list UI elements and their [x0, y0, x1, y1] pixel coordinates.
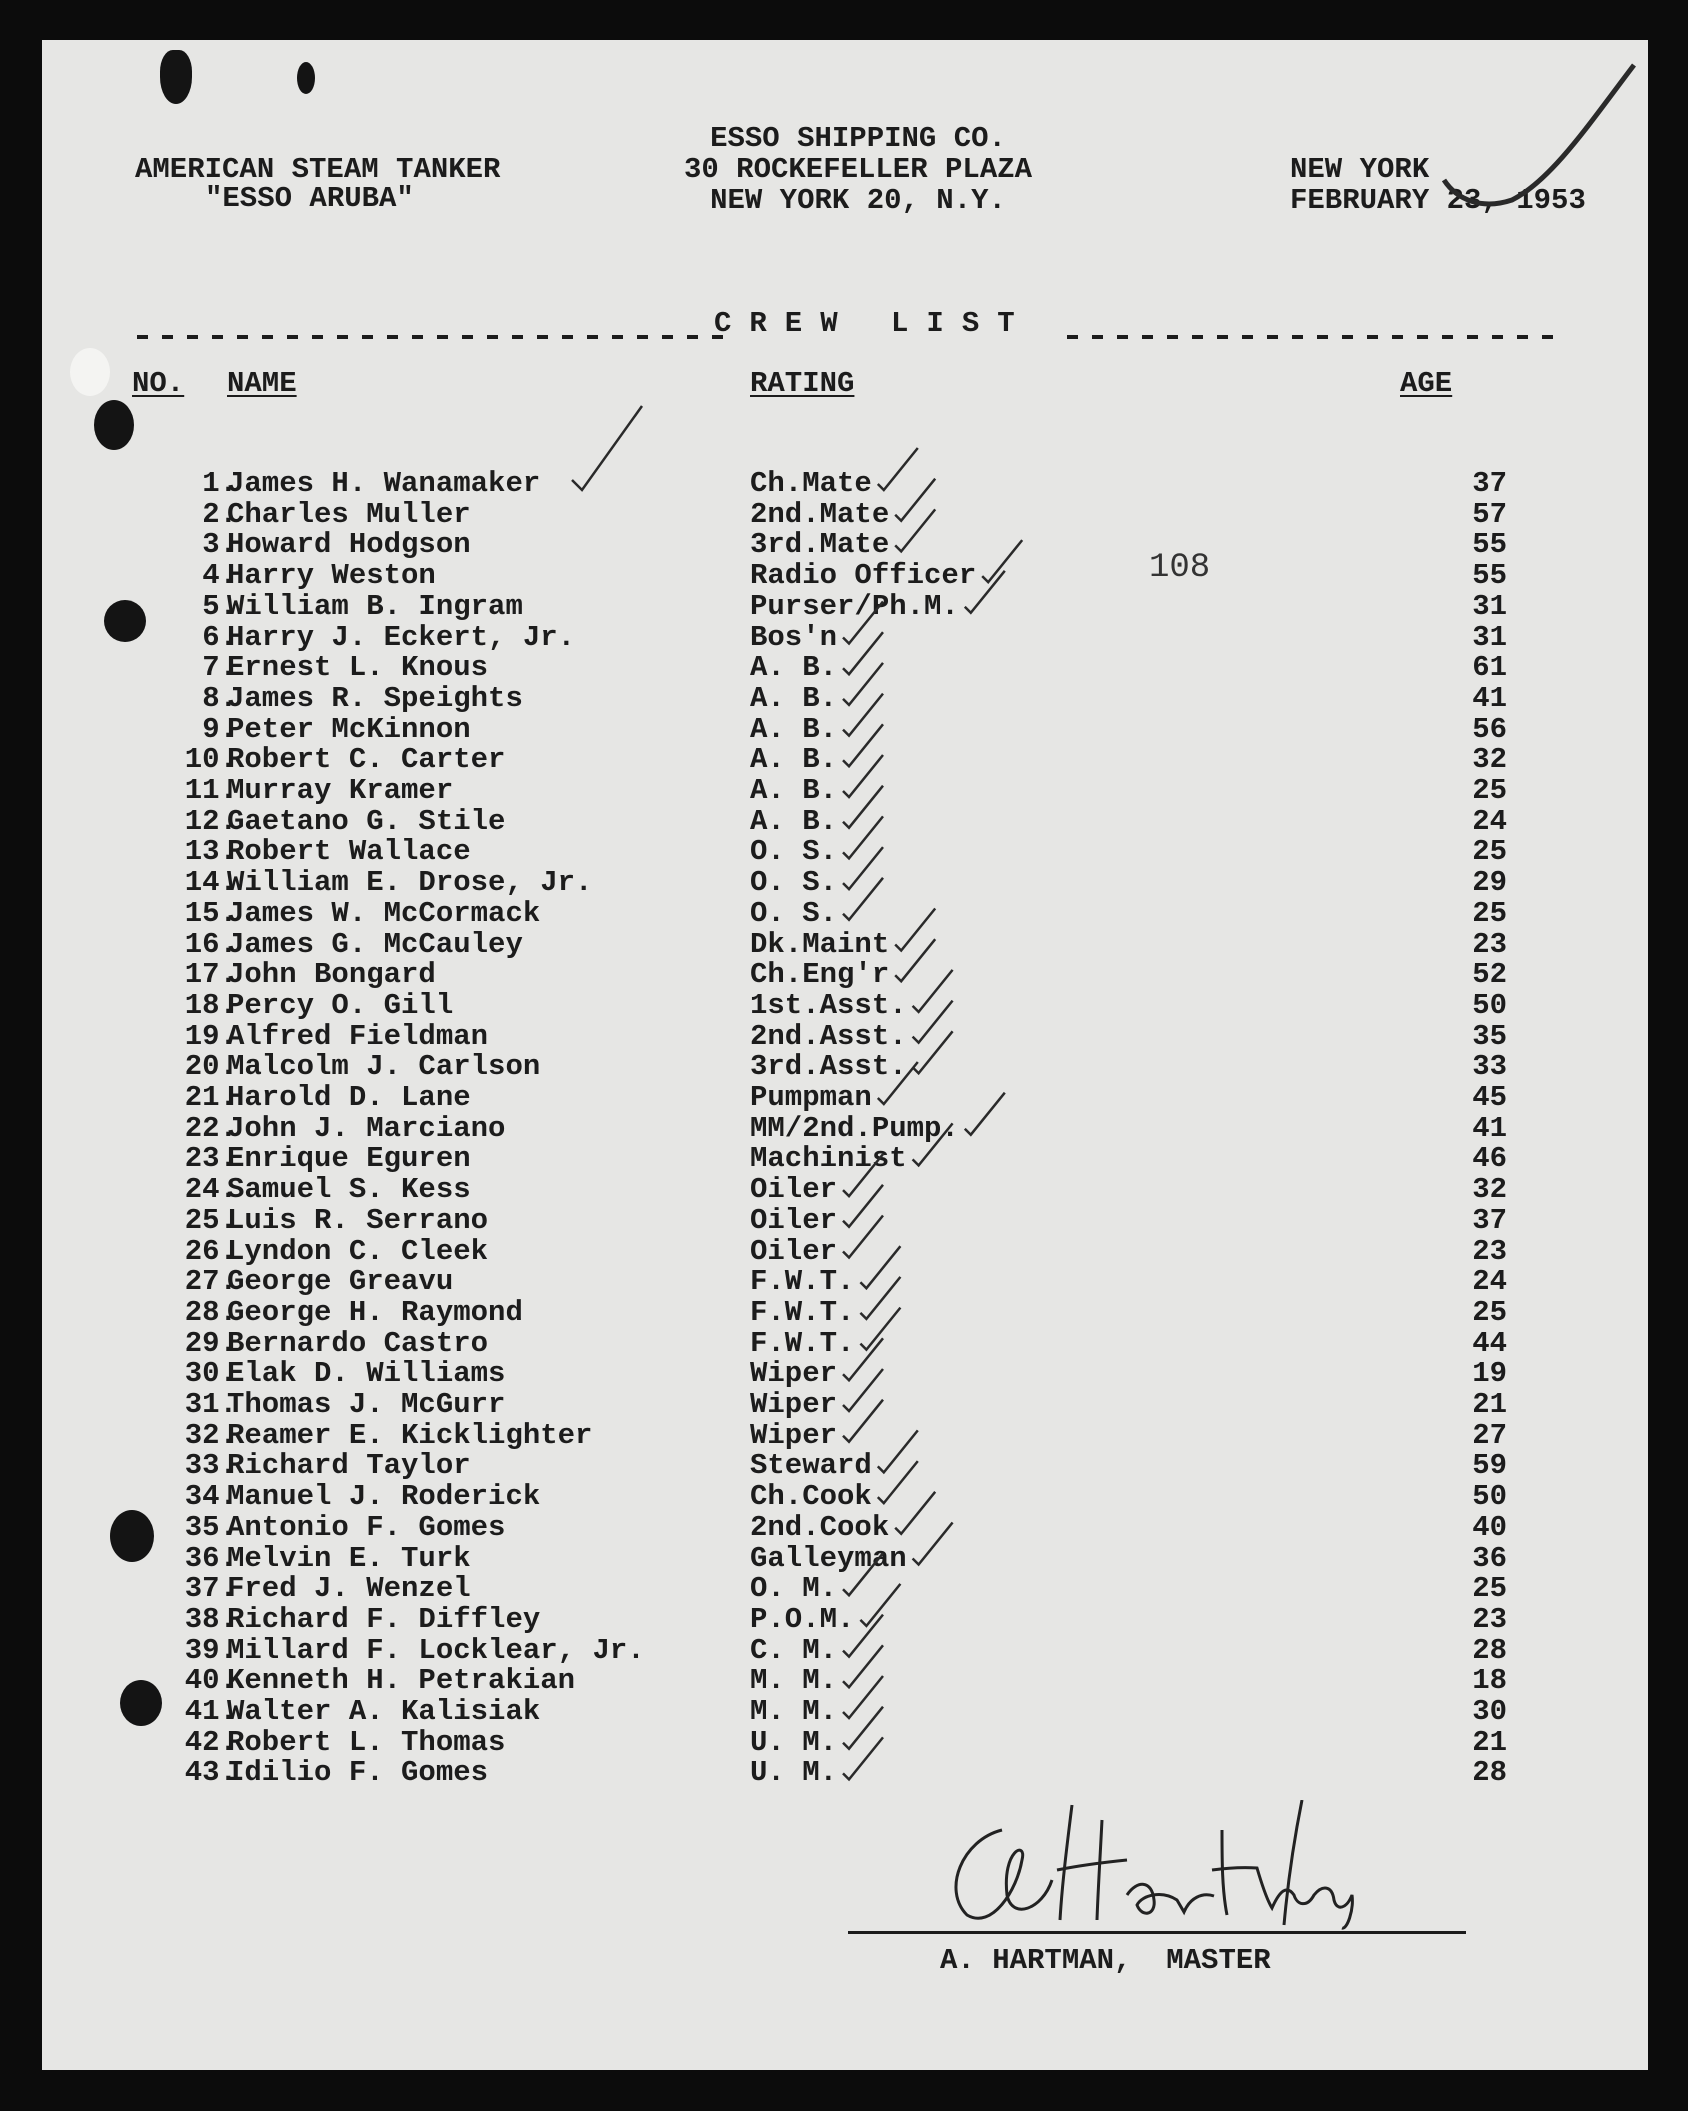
crew-rating: Oiler: [750, 1173, 838, 1207]
ink-blot: [160, 50, 192, 104]
crew-name: James H. Wanamaker: [227, 467, 541, 500]
crew-name: John Bongard: [227, 958, 436, 992]
crew-age: 31: [1472, 589, 1507, 623]
crew-name: Elak D. Williams: [227, 1357, 506, 1391]
crew-number: 4.: [202, 559, 237, 593]
crew-number: 6.: [202, 620, 237, 654]
crew-age: 52: [1472, 958, 1507, 992]
crew-number: 10.: [184, 743, 237, 777]
crew-rating: A. B.: [750, 681, 838, 715]
crew-name: William B. Ingram: [227, 589, 523, 623]
crew-name: Harry Weston: [227, 559, 436, 593]
crew-rating: Wiper: [750, 1388, 838, 1421]
crew-name: Ernest L. Knous: [227, 651, 489, 685]
crew-age: 44: [1472, 1326, 1507, 1360]
check-mark-icon: [843, 1185, 883, 1227]
crew-number: 39.: [184, 1633, 237, 1667]
crew-age: 55: [1472, 528, 1507, 562]
crew-number: 26.: [184, 1234, 237, 1268]
crew-number: 25.: [184, 1203, 237, 1237]
crew-number: 11.: [184, 774, 237, 807]
crew-age: 45: [1472, 1081, 1507, 1114]
crew-number: 22.: [184, 1111, 237, 1145]
crew-rating: O. M.: [750, 1572, 838, 1606]
crew-rating: U. M.: [750, 1725, 838, 1759]
binder-hole-blot: [104, 600, 146, 642]
crew-name: George H. Raymond: [227, 1295, 523, 1329]
crew-rating: M. M.: [750, 1695, 838, 1728]
crew-rating: A. B.: [750, 743, 838, 777]
check-mark-icon: [895, 509, 935, 551]
crew-name: James R. Speights: [227, 681, 523, 715]
crew-rating: C. M.: [750, 1633, 838, 1667]
crew-rating: Radio Officer: [750, 559, 977, 593]
ink-blot: [297, 62, 315, 94]
check-mark-icon: [843, 694, 883, 736]
company-name: ESSO SHIPPING CO.: [710, 122, 1006, 155]
crew-age: 18: [1472, 1664, 1507, 1698]
check-mark-icon: [843, 724, 883, 766]
crew-number: 30.: [184, 1357, 237, 1391]
crew-rating: F.W.T.: [750, 1265, 855, 1299]
crew-name: Lyndon C. Cleek: [227, 1234, 489, 1268]
crew-rating: F.W.T.: [750, 1326, 855, 1360]
check-mark-icon: [860, 1246, 900, 1288]
check-mark-icon: [878, 1062, 918, 1104]
document-date: FEBRUARY 23, 1953: [1290, 184, 1586, 217]
crew-rating: M. M.: [750, 1664, 838, 1698]
crew-age: 21: [1472, 1388, 1507, 1421]
crew-rating: A. B.: [750, 712, 838, 746]
check-mark-icon: [843, 663, 883, 705]
column-header-name: NAME: [227, 367, 297, 400]
crew-number: 23.: [184, 1142, 237, 1176]
crew-name: William E. Drose, Jr.: [227, 866, 593, 900]
crew-name: Fred J. Wenzel: [227, 1572, 471, 1606]
check-mark-icon: [913, 1001, 953, 1043]
check-mark-icon: [843, 1737, 883, 1779]
crew-age: 21: [1472, 1725, 1507, 1759]
crew-number: 17.: [184, 958, 237, 992]
crew-age: 46: [1472, 1142, 1507, 1176]
crew-name: Robert Wallace: [227, 835, 471, 869]
crew-number: 34.: [184, 1480, 237, 1514]
crew-number: 42.: [184, 1725, 237, 1759]
crew-number: 37.: [184, 1572, 237, 1606]
crew-name: Robert C. Carter: [227, 743, 506, 777]
check-mark-icon: [878, 1461, 918, 1503]
crew-age: 55: [1472, 559, 1507, 593]
crew-number: 19.: [184, 1019, 237, 1053]
crew-age: 61: [1472, 651, 1507, 685]
crew-rating: 2nd.Cook: [750, 1510, 890, 1544]
check-mark-icon: [843, 1400, 883, 1442]
crew-rating: Bos'n: [750, 620, 838, 654]
check-mark-icon: [843, 755, 883, 797]
crew-name: Kenneth H. Petrakian: [227, 1664, 576, 1698]
document-page: [42, 40, 1648, 2070]
crew-name: John J. Marciano: [227, 1111, 506, 1145]
crew-number: 43.: [184, 1756, 237, 1790]
crew-rating: Purser/Ph.M.: [750, 589, 959, 623]
crew-age: 23: [1472, 1602, 1507, 1636]
crew-rating: Steward: [750, 1449, 872, 1483]
crew-rating: Machinist: [750, 1142, 907, 1176]
crew-rating: Oiler: [750, 1203, 838, 1237]
check-mark-icon: [843, 1553, 883, 1595]
crew-name: Peter McKinnon: [227, 712, 471, 746]
crew-rating: P.O.M.: [750, 1602, 855, 1636]
crew-name: Alfred Fieldman: [227, 1019, 489, 1053]
crew-age: 28: [1472, 1756, 1507, 1790]
crew-name: Samuel S. Kess: [227, 1173, 471, 1207]
crew-name: Gaetano G. Stile: [227, 804, 506, 838]
crew-rating: Wiper: [750, 1357, 838, 1391]
binder-hole-blot: [110, 1510, 154, 1562]
crew-age: 25: [1472, 835, 1507, 869]
crew-rating: 1st.Asst.: [750, 988, 907, 1022]
check-mark-icon: [843, 847, 883, 889]
crew-number: 8.: [202, 681, 237, 715]
crew-name: Enrique Eguren: [227, 1142, 471, 1176]
check-mark-icon: [843, 632, 883, 674]
crew-name: Luis R. Serrano: [227, 1203, 489, 1237]
place: NEW YORK: [1290, 153, 1430, 186]
crew-age: 31: [1472, 620, 1507, 654]
crew-number: 15.: [184, 896, 237, 930]
check-mark-icon: [878, 448, 918, 490]
crew-age: 56: [1472, 712, 1507, 746]
crew-number: 36.: [184, 1541, 237, 1575]
column-header-age: AGE: [1400, 367, 1453, 400]
check-mark-icon: [843, 1216, 883, 1258]
crew-name: James W. McCormack: [227, 896, 541, 930]
crew-name: Charles Muller: [227, 497, 471, 531]
company-address-line2: NEW YORK 20, N.Y.: [710, 184, 1006, 217]
check-marks: [42, 40, 1648, 2070]
crew-name: Richard Taylor: [227, 1449, 471, 1483]
crew-list-title: CREW LIST: [714, 307, 1033, 340]
crew-name: Melvin E. Turk: [227, 1541, 471, 1575]
check-mark-icon: [843, 786, 883, 828]
crew-name: Antonio F. Gomes: [227, 1510, 506, 1544]
crew-rating: 3rd.Asst.: [750, 1050, 907, 1084]
crew-number: 33.: [184, 1449, 237, 1483]
crew-number: 21.: [184, 1081, 237, 1114]
crew-age: 25: [1472, 774, 1507, 807]
crew-age: 32: [1472, 1173, 1507, 1207]
check-mark-icon: [878, 1430, 918, 1472]
binder-hole-blot: [94, 400, 134, 450]
crew-name: Richard F. Diffley: [227, 1602, 541, 1636]
crew-number: 12.: [184, 804, 237, 838]
crew-number: 24.: [184, 1173, 237, 1207]
crew-age: 41: [1472, 681, 1507, 715]
crew-age: 27: [1472, 1418, 1507, 1452]
crew-name: Percy O. Gill: [227, 988, 454, 1022]
crew-rating: Galleyman: [750, 1541, 907, 1575]
crew-age: 37: [1472, 467, 1507, 500]
crew-number: 9.: [202, 712, 237, 746]
crew-name: Thomas J. McGurr: [227, 1388, 506, 1421]
crew-number: 41.: [184, 1695, 237, 1728]
check-mark-icon: [913, 1523, 953, 1565]
crew-rating: Ch.Eng'r: [750, 958, 890, 992]
crew-rating: Dk.Maint: [750, 927, 890, 961]
check-mark-icon: [860, 1277, 900, 1319]
check-mark-icon: [895, 1492, 935, 1534]
crew-age: 37: [1472, 1203, 1507, 1237]
check-mark-icon: [843, 1645, 883, 1687]
column-header-no: NO.: [132, 367, 185, 400]
check-mark-icon: [913, 1123, 953, 1165]
crew-number: 27.: [184, 1265, 237, 1299]
crew-rating: 3rd.Mate: [750, 528, 890, 562]
crew-age: 23: [1472, 927, 1507, 961]
crew-number: 3.: [202, 528, 237, 562]
crew-name: Murray Kramer: [227, 774, 454, 807]
crew-age: 50: [1472, 1480, 1507, 1514]
crew-rating: O. S.: [750, 835, 838, 869]
crew-number: 32.: [184, 1418, 237, 1452]
crew-rating: 2nd.Mate: [750, 497, 890, 531]
check-mark-icon: [895, 909, 935, 951]
check-mark-icon: [843, 816, 883, 858]
crew-rating: A. B.: [750, 651, 838, 685]
crew-name: Harry J. Eckert, Jr.: [227, 620, 576, 654]
crew-number: 13.: [184, 835, 237, 869]
large-check-mark-icon: [1442, 60, 1642, 230]
crew-rating: F.W.T.: [750, 1295, 855, 1329]
crew-number: 29.: [184, 1326, 237, 1360]
crew-age: 40: [1472, 1510, 1507, 1544]
crew-rating: Ch.Cook: [750, 1480, 872, 1514]
crew-number: 14.: [184, 866, 237, 900]
check-mark-icon: [843, 1676, 883, 1718]
signatory-typed-name: A. HARTMAN, MASTER: [940, 1944, 1271, 1977]
crew-rating: O. S.: [750, 896, 838, 930]
crew-name: Walter A. Kalisiak: [227, 1695, 541, 1728]
crew-number: 2.: [202, 497, 237, 531]
crew-number: 40.: [184, 1664, 237, 1698]
crew-age: 36: [1472, 1541, 1507, 1575]
check-mark-icon: [895, 479, 935, 521]
crew-name: Robert L. Thomas: [227, 1725, 506, 1759]
crew-age: 23: [1472, 1234, 1507, 1268]
crew-rating: O. S.: [750, 866, 838, 900]
crew-age: 59: [1472, 1449, 1507, 1483]
crew-rating: Wiper: [750, 1418, 838, 1452]
check-mark-icon: [843, 1707, 883, 1749]
vessel-name: "ESSO ARUBA": [205, 182, 414, 215]
crew-age: 24: [1472, 804, 1507, 838]
check-mark-icon: [965, 1093, 1005, 1135]
crew-age: 32: [1472, 743, 1507, 777]
crew-rating: A. B.: [750, 774, 838, 807]
check-mark-icon: [913, 970, 953, 1012]
crew-age: 25: [1472, 1295, 1507, 1329]
crew-name: Reamer E. Kicklighter: [227, 1418, 593, 1452]
crew-name: Millard F. Locklear, Jr.: [227, 1633, 645, 1667]
crew-number: 35.: [184, 1510, 237, 1544]
vessel-type: AMERICAN STEAM TANKER: [135, 153, 501, 186]
crew-rating: Oiler: [750, 1234, 838, 1268]
crew-age: 19: [1472, 1357, 1507, 1391]
crew-rating: A. B.: [750, 804, 838, 838]
crew-age: 57: [1472, 497, 1507, 531]
check-mark-icon: [572, 406, 642, 490]
file-number-stamp: 108: [1149, 549, 1211, 587]
crew-number: 16.: [184, 927, 237, 961]
crew-number: 38.: [184, 1602, 237, 1636]
crew-number: 7.: [202, 651, 237, 685]
company-address-line1: 30 ROCKEFELLER PLAZA: [683, 153, 1033, 186]
crew-age: 35: [1472, 1019, 1507, 1053]
column-header-rating: RATING: [750, 367, 855, 400]
check-mark-icon: [843, 1369, 883, 1411]
crew-number: 5.: [202, 589, 237, 623]
crew-name: Harold D. Lane: [227, 1081, 471, 1114]
crew-age: 50: [1472, 988, 1507, 1022]
crew-rating: U. M.: [750, 1756, 838, 1790]
crew-name: Howard Hodgson: [227, 528, 471, 562]
crew-age: 25: [1472, 1572, 1507, 1606]
check-mark-icon: [843, 602, 883, 644]
crew-age: 33: [1472, 1050, 1507, 1084]
check-mark-icon: [843, 1154, 883, 1196]
crew-age: 25: [1472, 896, 1507, 930]
hole-highlight: [70, 348, 110, 396]
binder-hole-blot: [120, 1680, 162, 1726]
crew-name: James G. McCauley: [227, 927, 523, 961]
crew-age: 41: [1472, 1111, 1507, 1145]
crew-name: Malcolm J. Carlson: [227, 1050, 541, 1084]
crew-number: 20.: [184, 1050, 237, 1084]
check-mark-icon: [843, 878, 883, 920]
crew-rating: MM/2nd.Pump.: [750, 1111, 959, 1145]
crew-number: 31.: [184, 1388, 237, 1421]
crew-name: Manuel J. Roderick: [227, 1480, 541, 1514]
crew-age: 24: [1472, 1265, 1507, 1299]
crew-name: Idilio F. Gomes: [227, 1756, 489, 1790]
crew-rating: Pumpman: [750, 1081, 872, 1114]
crew-name: George Greavu: [227, 1265, 454, 1299]
crew-number: 1.: [202, 467, 237, 500]
crew-name: Bernardo Castro: [227, 1326, 489, 1360]
crew-number: 18.: [184, 988, 237, 1022]
crew-number: 28.: [184, 1295, 237, 1329]
crew-rating: Ch.Mate: [750, 467, 872, 500]
crew-age: 28: [1472, 1633, 1507, 1667]
crew-age: 30: [1472, 1695, 1507, 1728]
check-mark-icon: [895, 939, 935, 981]
check-mark-icon: [913, 1031, 953, 1073]
crew-age: 29: [1472, 866, 1507, 900]
crew-rating: 2nd.Asst.: [750, 1019, 907, 1053]
